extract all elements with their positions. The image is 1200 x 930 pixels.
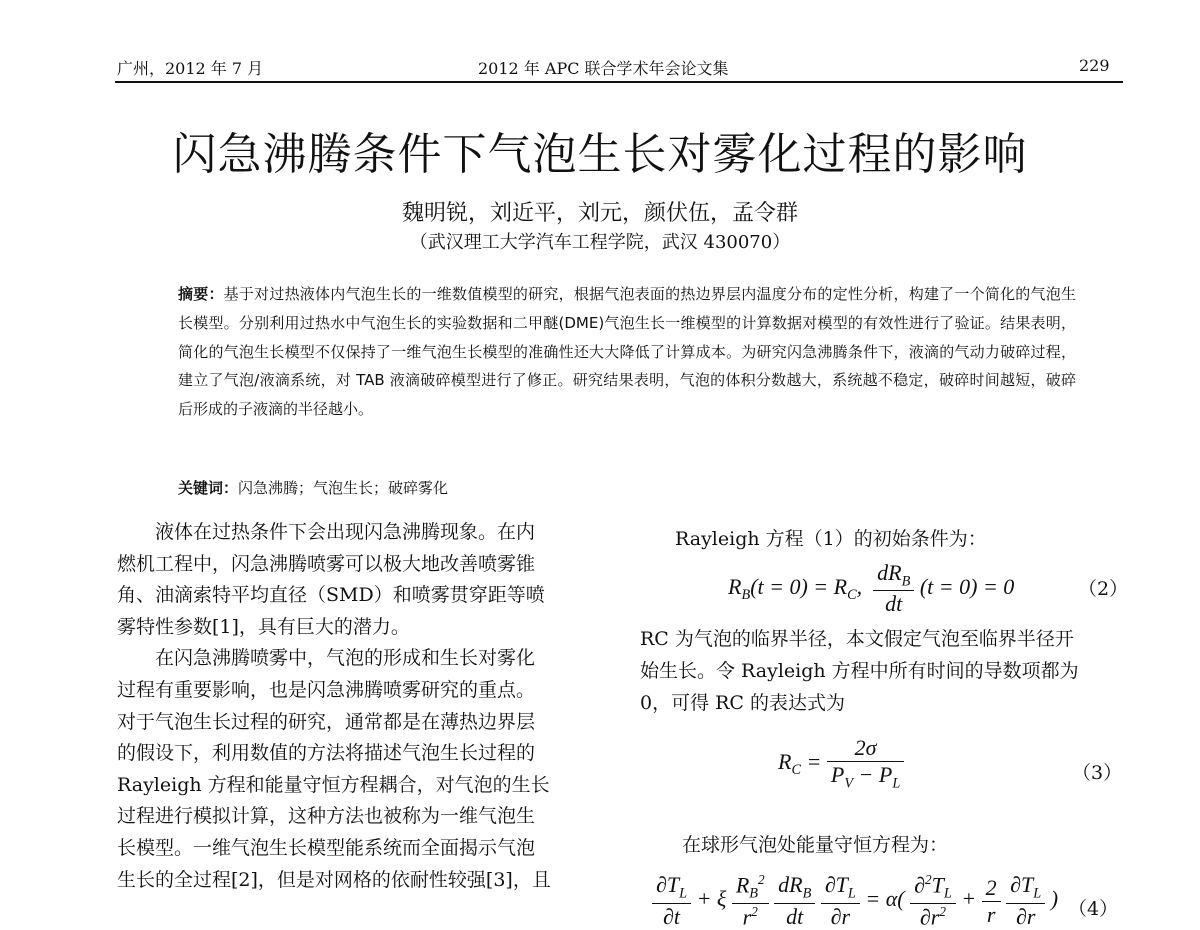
keywords-label: 关键词： [178, 479, 239, 497]
body-line: Rayleigh 方程和能量守恒方程耦合，对气泡的生长 [117, 773, 550, 796]
body-line: 的假设下，利用数值的方法将描述气泡生长过程的 [117, 742, 536, 765]
body-line: 过程进行模拟计算，这种方法也被称为一维气泡生 [117, 805, 536, 828]
abstract-text: 基于对过热液体内气泡生长的一维数值模型的研究，根据气泡表面的热边界层内温度分布的定性分析，构建了一个简化的气泡生长模型。分别利用过热水中气泡生长的实验数据和二甲醚(DME)气泡生长一维模型的计算数据对模型的有效性进行了验证。结果表明，简化的气泡生长模型不仅保持了一维气泡生长模型的准确性还大大降低了计算成本。为研究闪急沸腾条件下，液滴的气动力破碎过程，建立了气泡/液滴系统，对 TAB 液滴破碎模型进行了修正。研究结果表明，气泡的体积分数越大，系统越不稳定，破碎时间越短，破碎后形成的子液滴的半径越小。 [178, 285, 1076, 419]
equation-4: $\frac{\partial T_L}{\partial t}$ + ξ $\frac{R_B^2}{r^2}$ $\frac{dR_B}{dt}$ $\frac{\partial T_L}{\partial r}$ = α( $\frac{\partial^2T_L}{\partial r^2}$ + $\frac{2}{r}$ $\frac{\partial T_L}{\partial r}$ ) [652, 872, 1058, 930]
body-line: 对于气泡生长过程的研究，通常都是在薄热边界层 [117, 710, 536, 733]
body-line: 生长的全过程[2]，但是对网格的依耐性较强[3]，且 [117, 868, 551, 891]
header-center: 2012 年 APC 联合学术年会论文集 [478, 59, 729, 78]
right-line-4: 0，可得 RC 的表达式为 [640, 692, 846, 714]
equation-3-number: （3） [1072, 762, 1123, 784]
header-left: 广州，2012 年 7 月 [117, 59, 264, 78]
header-rule [115, 81, 1123, 83]
abstract [178, 280, 1076, 424]
keywords-text: 闪急沸腾；气泡生长；破碎雾化 [238, 479, 449, 497]
body-line: 雾特性参数[1]，具有巨大的潜力。 [117, 615, 410, 638]
body-line: 长模型。一维气泡生长模型能系统而全面揭示气泡 [117, 836, 536, 859]
paper-title: 闪急沸腾条件下气泡生长对雾化过程的影响 [172, 129, 1028, 180]
body-line: 燃机工程中，闪急沸腾喷雾可以极大地改善喷雾锥 [117, 552, 536, 575]
equation-2-number: （2） [1078, 578, 1129, 600]
right-line-1: Rayleigh 方程（1）的初始条件为： [675, 528, 987, 550]
page-number: 229 [1079, 56, 1110, 75]
equation-4-number: （4） [1068, 898, 1119, 920]
body-line: 过程有重要影响，也是闪急沸腾喷雾研究的重点。 [117, 678, 536, 701]
left-column [117, 517, 602, 896]
abstract-label: 摘要： [178, 285, 224, 303]
body-line: 液体在过热条件下会出现闪急沸腾现象。在内 [117, 521, 536, 543]
body-line: 角、油滴索特平均直径（SMD）和喷雾贯穿距等喷 [117, 584, 545, 607]
right-line-2: RC 为气泡的临界半径，本文假定气泡至临界半径开 [640, 628, 1074, 650]
authors: 魏明锐，刘近平，刘元，颜伏伍，孟令群 [401, 201, 798, 226]
body-line: 在闪急沸腾喷雾中，气泡的形成和生长对雾化 [117, 647, 536, 670]
right-line-3: 始生长。令 Rayleigh 方程中所有时间的导数项都为 [640, 660, 1079, 682]
affiliation: （武汉理工大学汽车工程学院，武汉 430070） [409, 232, 791, 253]
equation-3: $R_C$ = $\frac{2\sigma}{P_V - P_L}$ [778, 735, 904, 792]
equation-2: $R_B(t = 0) = R_C$, $\frac{dR_B}{dt}$ (t = 0) = 0 [728, 560, 1015, 617]
right-line-5: 在球形气泡处能量守恒方程为： [682, 834, 949, 856]
keywords [178, 477, 448, 498]
